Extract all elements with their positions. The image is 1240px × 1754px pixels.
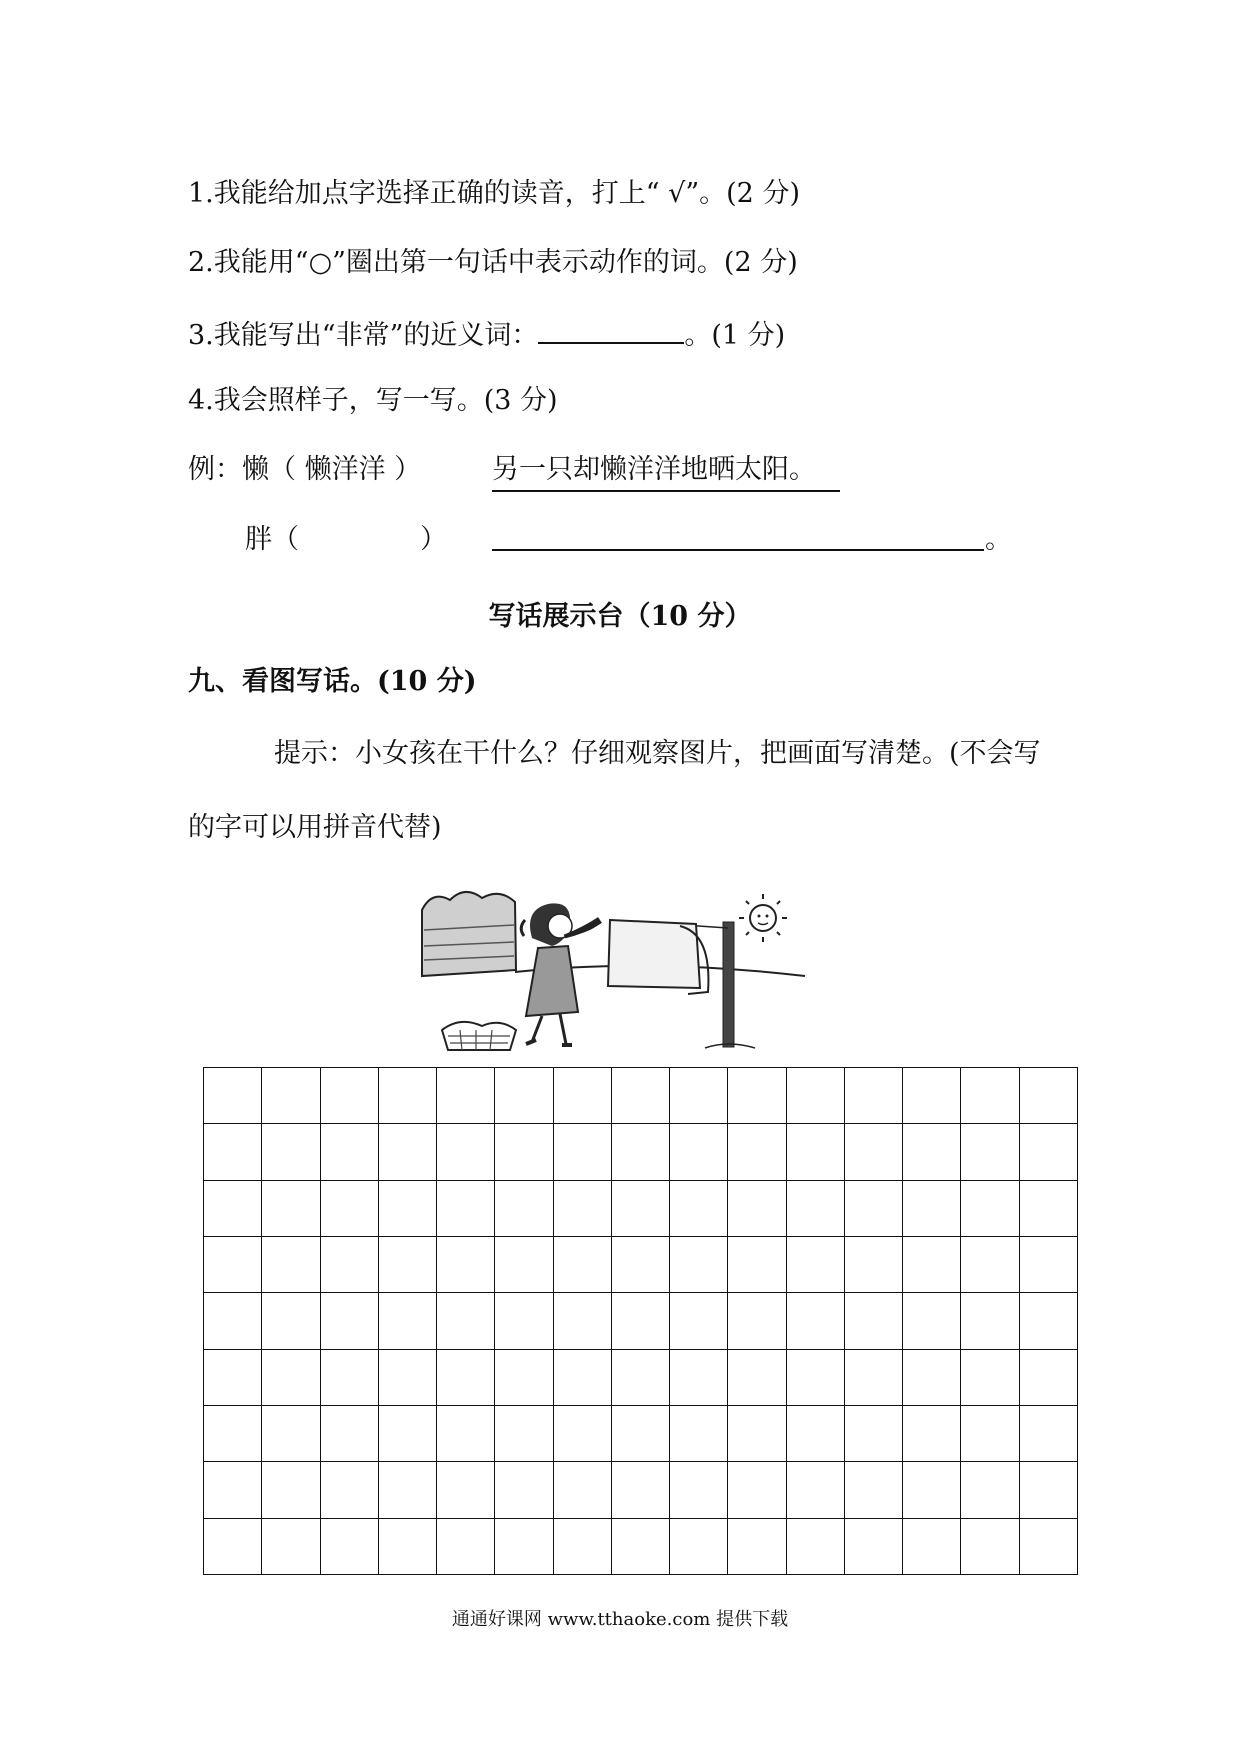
- grid-cell[interactable]: [494, 1292, 553, 1349]
- grid-cell[interactable]: [436, 1518, 495, 1575]
- grid-cell[interactable]: [1019, 1518, 1078, 1575]
- grid-cell[interactable]: [727, 1180, 786, 1237]
- grid-cell[interactable]: [378, 1405, 437, 1462]
- question-3-text: 3.我能写出“非常”的近义词：: [188, 320, 539, 351]
- hint-line-2: 的字可以用拼音代替): [188, 812, 442, 843]
- grid-cell[interactable]: [203, 1292, 262, 1349]
- grid-cell[interactable]: [960, 1461, 1019, 1518]
- part9-heading: 九、看图写话。(10 分): [188, 666, 477, 697]
- grid-cell[interactable]: [669, 1349, 728, 1406]
- grid-cell[interactable]: [436, 1067, 495, 1124]
- grid-cell[interactable]: [902, 1405, 961, 1462]
- grid-cell[interactable]: [786, 1292, 845, 1349]
- grid-cell[interactable]: [553, 1123, 612, 1180]
- grid-cell[interactable]: [494, 1349, 553, 1406]
- grid-cell[interactable]: [960, 1518, 1019, 1575]
- grid-cell[interactable]: [436, 1405, 495, 1462]
- grid-cell[interactable]: [611, 1461, 670, 1518]
- grid-cell[interactable]: [553, 1349, 612, 1406]
- grid-cell[interactable]: [727, 1349, 786, 1406]
- grid-cell[interactable]: [727, 1405, 786, 1462]
- grid-cell[interactable]: [494, 1123, 553, 1180]
- grid-cell[interactable]: [553, 1067, 612, 1124]
- word-answer-field[interactable]: [300, 522, 415, 554]
- grid-cell[interactable]: [611, 1123, 670, 1180]
- grid-cell[interactable]: [1019, 1349, 1078, 1406]
- grid-cell[interactable]: [844, 1461, 903, 1518]
- grid-cell[interactable]: [960, 1236, 1019, 1293]
- grid-cell[interactable]: [203, 1067, 262, 1124]
- grid-cell[interactable]: [553, 1518, 612, 1575]
- grid-cell[interactable]: [960, 1349, 1019, 1406]
- grid-cell[interactable]: [960, 1180, 1019, 1237]
- grid-cell[interactable]: [261, 1461, 320, 1518]
- grid-cell[interactable]: [320, 1461, 379, 1518]
- grid-cell[interactable]: [1019, 1236, 1078, 1293]
- grid-cell[interactable]: [436, 1461, 495, 1518]
- grid-cell[interactable]: [786, 1405, 845, 1462]
- grid-cell[interactable]: [786, 1180, 845, 1237]
- grid-cell[interactable]: [902, 1461, 961, 1518]
- grid-cell[interactable]: [669, 1292, 728, 1349]
- grid-cell[interactable]: [669, 1461, 728, 1518]
- grid-cell[interactable]: [844, 1518, 903, 1575]
- grid-cell[interactable]: [1019, 1067, 1078, 1124]
- grid-cell[interactable]: [320, 1236, 379, 1293]
- grid-cell[interactable]: [378, 1067, 437, 1124]
- grid-cell[interactable]: [553, 1292, 612, 1349]
- grid-cell[interactable]: [786, 1123, 845, 1180]
- grid-cell[interactable]: [786, 1067, 845, 1124]
- hint-line-1: 提示：小女孩在干什么？仔细观察图片，把画面写清楚。(不会写: [274, 738, 1041, 769]
- grid-cell[interactable]: [669, 1180, 728, 1237]
- grid-cell[interactable]: [844, 1349, 903, 1406]
- grid-cell[interactable]: [378, 1349, 437, 1406]
- grid-cell[interactable]: [727, 1067, 786, 1124]
- question-3: [188, 314, 785, 354]
- grid-cell[interactable]: [494, 1518, 553, 1575]
- grid-cell[interactable]: [261, 1067, 320, 1124]
- section-title: 写话展示台（10 分）: [488, 601, 752, 632]
- grid-cell[interactable]: [844, 1067, 903, 1124]
- grid-cell[interactable]: [1019, 1123, 1078, 1180]
- task-end-period: 。: [985, 524, 1012, 555]
- grid-cell[interactable]: [902, 1123, 961, 1180]
- grid-cell[interactable]: [320, 1123, 379, 1180]
- grid-cell[interactable]: [727, 1461, 786, 1518]
- grid-cell[interactable]: [261, 1236, 320, 1293]
- grid-cell[interactable]: [611, 1349, 670, 1406]
- grid-cell[interactable]: [1019, 1405, 1078, 1462]
- grid-cell[interactable]: [494, 1067, 553, 1124]
- task-label: 胖（: [245, 524, 299, 555]
- grid-cell[interactable]: [669, 1067, 728, 1124]
- grid-cell[interactable]: [611, 1236, 670, 1293]
- grid-cell[interactable]: [844, 1405, 903, 1462]
- grid-cell[interactable]: [611, 1292, 670, 1349]
- grid-cell[interactable]: [378, 1461, 437, 1518]
- grid-cell[interactable]: [378, 1236, 437, 1293]
- grid-cell[interactable]: [203, 1236, 262, 1293]
- grid-cell[interactable]: [494, 1236, 553, 1293]
- grid-cell[interactable]: [727, 1123, 786, 1180]
- grid-cell[interactable]: [553, 1405, 612, 1462]
- grid-cell[interactable]: [669, 1518, 728, 1575]
- grid-cell[interactable]: [553, 1461, 612, 1518]
- synonym-answer-blank[interactable]: [538, 314, 684, 344]
- grid-cell[interactable]: [261, 1123, 320, 1180]
- grid-cell[interactable]: [320, 1067, 379, 1124]
- writing-grid: [203, 1067, 1077, 1574]
- grid-cell[interactable]: [669, 1236, 728, 1293]
- grid-cell[interactable]: [494, 1180, 553, 1237]
- grid-cell[interactable]: [844, 1123, 903, 1180]
- grid-cell[interactable]: [320, 1405, 379, 1462]
- grid-cell[interactable]: [203, 1123, 262, 1180]
- grid-cell[interactable]: [436, 1180, 495, 1237]
- grid-cell[interactable]: [1019, 1292, 1078, 1349]
- question-1: 1.我能给加点字选择正确的读音，打上“ √”。(2 分): [188, 178, 800, 209]
- grid-cell[interactable]: [203, 1461, 262, 1518]
- grid-cell[interactable]: [902, 1067, 961, 1124]
- grid-cell[interactable]: [727, 1518, 786, 1575]
- grid-cell[interactable]: [844, 1236, 903, 1293]
- example-label: 例：懒（ 懒洋洋 ）: [188, 454, 422, 485]
- grid-cell[interactable]: [494, 1405, 553, 1462]
- sentence-answer-line[interactable]: [492, 549, 984, 551]
- grid-cell[interactable]: [960, 1405, 1019, 1462]
- grid-cell[interactable]: [727, 1292, 786, 1349]
- grid-cell[interactable]: [611, 1405, 670, 1462]
- grid-cell[interactable]: [378, 1518, 437, 1575]
- grid-cell[interactable]: [261, 1349, 320, 1406]
- grid-cell[interactable]: [669, 1405, 728, 1462]
- question-3-score: 。(1 分): [684, 320, 786, 351]
- grid-cell[interactable]: [611, 1518, 670, 1575]
- question-2: 2.我能用“○”圈出第一句话中表示动作的词。(2 分): [188, 247, 798, 278]
- task-close-paren: ）: [420, 524, 447, 555]
- grid-cell[interactable]: [261, 1180, 320, 1237]
- grid-cell[interactable]: [436, 1123, 495, 1180]
- grid-cell[interactable]: [436, 1236, 495, 1293]
- grid-cell[interactable]: [1019, 1180, 1078, 1237]
- grid-cell[interactable]: [786, 1518, 845, 1575]
- footer-source: 通通好课网 www.tthaoke.com 提供下载: [451, 1609, 789, 1630]
- grid-cell[interactable]: [902, 1236, 961, 1293]
- grid-cell[interactable]: [436, 1292, 495, 1349]
- grid-cell[interactable]: [727, 1236, 786, 1293]
- grid-cell[interactable]: [378, 1123, 437, 1180]
- grid-cell[interactable]: [844, 1180, 903, 1237]
- grid-cell[interactable]: [902, 1180, 961, 1237]
- grid-cell[interactable]: [203, 1349, 262, 1406]
- grid-cell[interactable]: [786, 1236, 845, 1293]
- grid-cell[interactable]: [669, 1123, 728, 1180]
- grid-cell[interactable]: [320, 1349, 379, 1406]
- grid-cell[interactable]: [261, 1292, 320, 1349]
- grid-cell[interactable]: [553, 1236, 612, 1293]
- grid-cell[interactable]: [203, 1405, 262, 1462]
- grid-cell[interactable]: [902, 1518, 961, 1575]
- grid-cell[interactable]: [1019, 1461, 1078, 1518]
- grid-cell[interactable]: [786, 1349, 845, 1406]
- grid-cell[interactable]: [261, 1405, 320, 1462]
- grid-cell[interactable]: [960, 1123, 1019, 1180]
- grid-cell[interactable]: [611, 1180, 670, 1237]
- grid-cell[interactable]: [320, 1292, 379, 1349]
- grid-cell[interactable]: [553, 1180, 612, 1237]
- grid-cell[interactable]: [960, 1067, 1019, 1124]
- grid-cell[interactable]: [203, 1518, 262, 1575]
- grid-cell[interactable]: [436, 1349, 495, 1406]
- girl-hanging-laundry-illustration: [420, 880, 810, 1055]
- grid-cell[interactable]: [902, 1349, 961, 1406]
- grid-cell[interactable]: [378, 1292, 437, 1349]
- grid-cell[interactable]: [494, 1461, 553, 1518]
- grid-cell[interactable]: [844, 1292, 903, 1349]
- grid-cell[interactable]: [960, 1292, 1019, 1349]
- grid-cell[interactable]: [902, 1292, 961, 1349]
- grid-cell[interactable]: [611, 1067, 670, 1124]
- grid-cell[interactable]: [203, 1180, 262, 1237]
- grid-cell[interactable]: [786, 1461, 845, 1518]
- grid-cell[interactable]: [320, 1180, 379, 1237]
- grid-cell[interactable]: [320, 1518, 379, 1575]
- example-sentence: 另一只却懒洋洋地晒太阳。: [492, 452, 840, 492]
- question-4: 4.我会照样子，写一写。(3 分): [188, 385, 558, 416]
- grid-cell[interactable]: [261, 1518, 320, 1575]
- grid-cell[interactable]: [378, 1180, 437, 1237]
